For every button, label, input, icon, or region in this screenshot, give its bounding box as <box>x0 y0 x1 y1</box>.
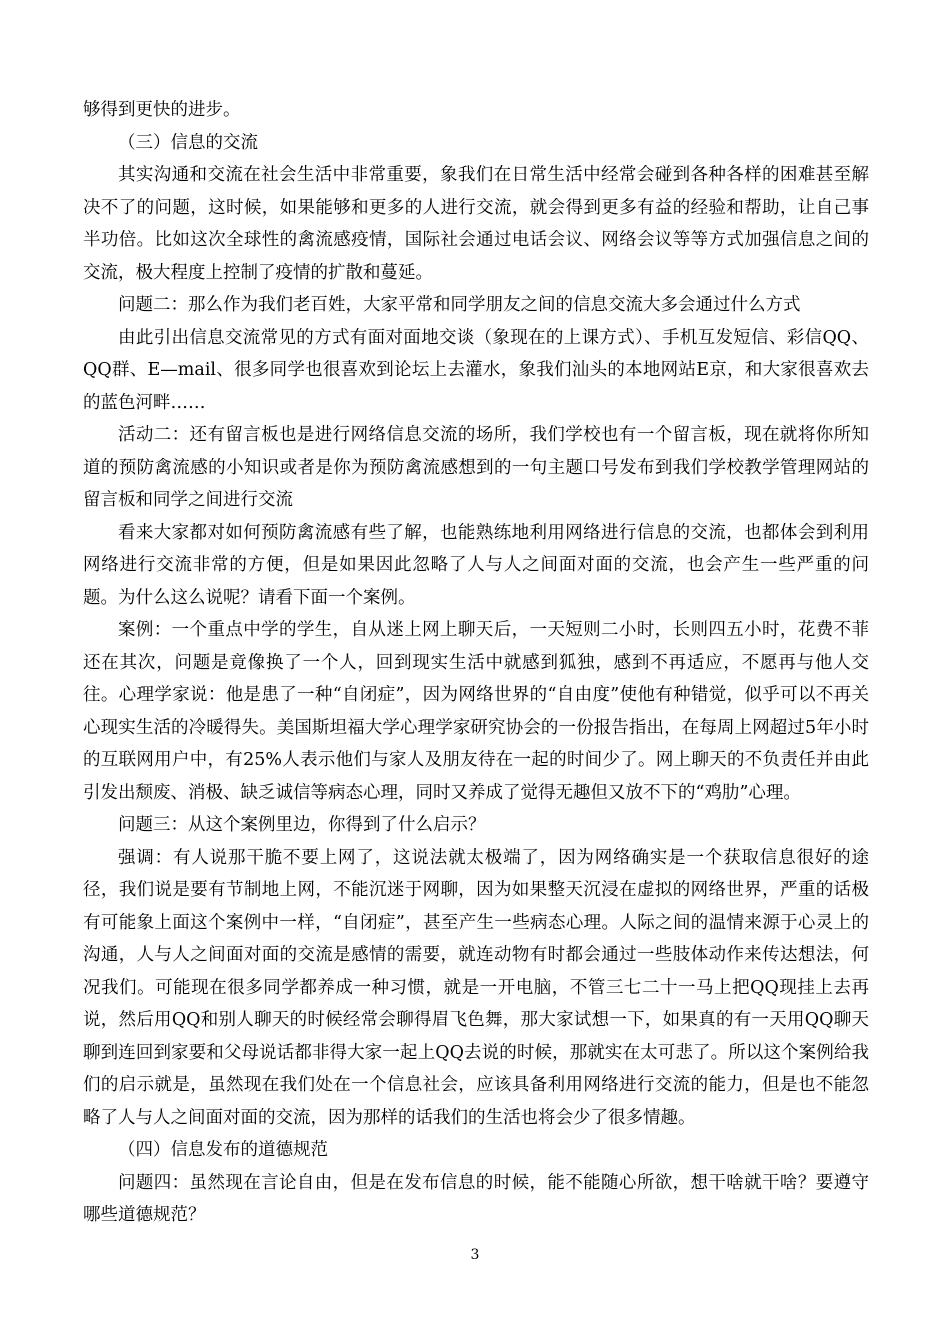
paragraph-face-to-face: 看来大家都对如何预防禽流感有些了解，也能熟练地利用网络进行信息的交流，也都体会到利用网络进行交流非常的方便，但是如果因此忽略了人与人之间面对面的交流，也会产生一些严重的问题。为什么这么说呢？请看下面一个案例。 <box>83 522 869 608</box>
question-2: 问题二：那么作为我们老百姓，大家平常和同学朋友之间的信息交流大多会通过什么方式 <box>118 295 801 315</box>
question-3: 问题三：从这个案例里边，你得到了什么启示？ <box>118 815 486 835</box>
paragraph-communication: 其实沟通和交流在社会生活中非常重要，象我们在日常生活中经常会碰到各种各样的困难甚至解决不了的问题，这时候，如果能够和更多的人进行交流，就会得到更多有益的经验和帮助，让自己事半功倍。比如这次全球性的禽流感疫情，国际社会通过电话会议、网络会议等等方式加强信息之间的交流，极大程度上控制了疫情的扩散和蔓延。 <box>83 165 869 283</box>
page-number: 3 <box>470 1247 480 1263</box>
document-body <box>83 94 869 1232</box>
question-4: 问题四：虽然现在言论自由，但是在发布信息的时候，能不能随心所欲，想干啥就干啥？要遵守哪些道德规范？ <box>83 1172 869 1225</box>
paragraph-continuation: 够得到更快的进步。 <box>83 100 241 120</box>
emphasis-paragraph: 强调：有人说那干脆不要上网了，这说法就太极端了，因为网络确实是一个获取信息很好的途径，我们说是要有节制地上网，不能沉迷于网聊，因为如果整天沉浸在虚拟的网络世界，严重的话极有可能象上面这个案例中一样，“自闭症”，甚至产生一些病态心理。人际之间的温情来源于心灵上的沟通，人与人之间面对面的交流是感情的需要，就连动物有时都会通过一些肢体动作来传达想法，何况我们。可能现在很多同学都养成一种习惯，就是一开电脑，不管三七二十一马上把QQ现挂上去再说，然后用QQ和别人聊天的时候经常会聊得眉飞色舞，那大家试想一下，如果真的有一天用QQ聊天聊到连回到家要和父母说话都非得大家一起上QQ去说的时候，那就实在太可悲了。所以这个案例给我们的启示就是，虽然现在我们处在一个信息社会，应该具备利用网络进行交流的能力，但是也不能忽略了人与人之间面对面的交流，因为那样的话我们的生活也将会少了很多情趣。 <box>83 847 869 1128</box>
section-heading-3: （三）信息的交流 <box>118 132 258 153</box>
activity-2: 活动二：还有留言板也是进行网络信息交流的场所，我们学校也有一个留言板，现在就将你所知道的预防禽流感的小知识或者是你为预防禽流感想到的一句主题口号发布到我们学校教学管理网站的留言板和同学之间进行交流 <box>83 425 869 510</box>
paragraph-communication-methods: 由此引出信息交流常见的方式有面对面地交谈（象现在的上课方式）、手机互发短信、彩信QQ、QQ群、E—mail、很多同学也很喜欢到论坛上去灌水，象我们汕头的本地网站E京，和大家很喜欢去的蓝色河畔…… <box>83 327 869 413</box>
section-heading-4: （四）信息发布的道德规范 <box>118 1140 328 1160</box>
case-study: 案例：一个重点中学的学生，自从迷上网上聊天后，一天短则二小时，长则四五小时，花费不菲还在其次，问题是竟像换了一个人，回到现实生活中就感到狐独，感到不再适应，不愿再与他人交往。心理学家说：他是患了一种“自闭症”，因为网络世界的“自由度”使他有种错觉，似乎可以不再关心现实生活的冷暖得失。美国斯坦福大学心理学家研究协会的一份报告指出，在每周上网超过5年小时的互联网用户中，有25%人表示他们与家人及朋友待在一起的时间少了。网上聊天的不负责任并由此引发出颓废、消极、缺乏诚信等病态心理，同时又养成了觉得无趣但又放不下的“鸡肋”心理。 <box>83 620 869 803</box>
